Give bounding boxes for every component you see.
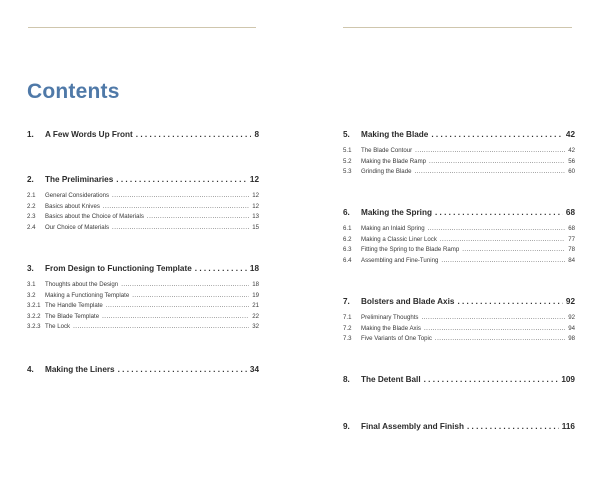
entry-page-number: 22 [252,312,259,320]
entry-page-number: 18 [252,281,259,288]
entry-title: Fitting the Spring to the Blade Ramp [361,246,460,253]
entry-number: 6.4 [343,256,352,264]
toc-section-entry[interactable] [27,302,259,313]
dot-leader [435,208,563,217]
entry-page-number: 68 [568,225,575,232]
entry-number: 6.2 [343,235,352,243]
entry-title: Grinding the Blade [361,168,412,175]
entry-page-number: 77 [568,235,575,243]
entry-title: A Few Words Up Front [45,130,133,139]
entry-page-number: 34 [249,365,259,374]
dot-leader [102,313,249,320]
entry-title: Making a Functioning Template [45,291,130,299]
page-title: Contents [27,80,120,103]
entry-number: 7.1 [343,314,352,321]
entry-number: 2.4 [27,223,36,231]
toc-section-entry[interactable] [343,236,575,247]
entry-number: 2.1 [27,192,36,199]
toc-section-entry[interactable] [27,292,259,303]
entry-page-number: 94 [568,324,575,332]
entry-number: 7.3 [343,335,352,342]
toc-section-entry[interactable] [343,168,575,179]
entry-title: The Lock [45,323,71,330]
toc-section-entry[interactable] [343,225,575,236]
entry-title: Making the Blade [361,130,429,139]
dot-leader [112,224,249,231]
toc-section-entry[interactable] [343,257,575,268]
entry-number: 1. [27,130,34,139]
entry-title: Basics about the Choice of Materials [45,213,144,220]
entry-title: The Handle Template [45,302,103,309]
toc-section-entry[interactable] [27,192,259,203]
entry-page-number: 32 [252,323,259,330]
dot-leader [112,192,249,199]
dot-leader [414,168,565,175]
dot-leader [415,147,565,154]
entry-title: General Considerations [45,192,110,199]
entry-title: The Blade Contour [361,147,413,154]
toc-chapter-entry[interactable] [27,175,259,187]
dot-leader [428,225,566,232]
dot-leader [73,323,249,330]
dot-leader [132,292,249,299]
entry-number: 5.1 [343,147,352,154]
entry-title: Making the Spring [361,208,432,217]
entry-number: 3.1 [27,281,36,288]
entry-title: Final Assembly and Finish [361,422,464,431]
entry-page-number: 19 [252,291,259,299]
dot-leader [440,236,565,243]
entry-page-number: 12 [249,175,259,184]
dot-leader [441,257,565,264]
entry-page-number: 15 [252,223,259,231]
toc-chapter-entry[interactable] [27,264,259,276]
entry-page-number: 92 [568,314,575,321]
entry-title: Making the Blade Axis [361,324,421,332]
toc-section-entry[interactable] [27,203,259,214]
entry-page-number: 12 [252,192,259,199]
entry-title: The Detent Ball [361,375,421,384]
toc-chapter-entry[interactable] [27,130,259,142]
toc-chapter-entry[interactable] [343,208,575,220]
toc-section-entry[interactable] [27,224,259,235]
toc-chapter [27,130,259,147]
entry-number: 7.2 [343,324,352,332]
toc-section-entry[interactable] [27,313,259,324]
entry-page-number: 18 [249,264,259,273]
toc-chapter-entry[interactable] [27,365,259,377]
entry-page-number: 13 [252,213,259,220]
entry-page-number: 84 [568,256,575,264]
entry-page-number: 8 [254,130,259,139]
entry-number: 2. [27,175,34,184]
toc-section-entry[interactable] [343,335,575,346]
toc-section-entry[interactable] [343,147,575,158]
dot-leader [457,297,562,306]
entry-page-number: 56 [568,157,575,165]
entry-title: From Design to Functioning Template [45,264,192,273]
entry-page-number: 60 [568,168,575,175]
entry-page-number: 42 [568,147,575,154]
dot-leader [424,375,559,384]
entry-page-number: 98 [568,335,575,342]
toc-chapter-entry[interactable] [343,297,575,309]
entry-title: Preliminary Thoughts [361,314,419,321]
toc-chapter-entry[interactable] [343,130,575,142]
dot-leader [121,281,249,288]
entry-title: Five Variants of One Topic [361,335,432,342]
entry-page-number: 21 [252,302,259,309]
dot-leader [429,158,565,165]
entry-page-number: 42 [565,130,575,139]
entry-number: 5.2 [343,157,352,165]
dot-leader [106,302,249,309]
entry-page-number: 12 [252,202,259,210]
entry-page-number: 68 [565,208,575,217]
entry-page-number: 116 [561,422,575,431]
entry-number: 3.2 [27,291,36,299]
dot-leader [195,264,247,273]
entry-number: 9. [343,422,350,431]
toc-section-entry[interactable] [343,314,575,325]
toc-section-entry[interactable] [27,281,259,292]
entry-title: Making an Inlaid Spring [361,225,425,232]
entry-number: 5. [343,130,350,139]
entry-number: 6. [343,208,350,217]
toc-chapter [343,130,575,179]
header-rule-right [343,27,572,28]
entry-number: 5.3 [343,168,352,175]
dot-leader [424,325,565,332]
entry-title: Making the Liners [45,365,115,374]
entry-title: The Blade Template [45,312,100,320]
toc-chapter [27,175,259,234]
entry-number: 2.3 [27,213,36,220]
dot-leader [103,203,249,210]
dot-leader [462,246,565,253]
entry-title: Thoughts about the Design [45,281,119,288]
dot-leader [467,422,559,431]
entry-number: 2.2 [27,202,36,210]
entry-number: 3. [27,264,34,273]
entry-title: Basics about Knives [45,202,100,210]
entry-number: 3.2.1 [27,302,41,309]
dot-leader [118,365,247,374]
entry-page-number: 109 [561,375,575,384]
toc-section-entry[interactable] [343,325,575,336]
toc-section-entry[interactable] [343,246,575,257]
dot-leader [147,213,249,220]
toc-chapter-entry[interactable] [343,375,575,387]
entry-number: 7. [343,297,350,306]
toc-chapter [343,297,575,346]
entry-title: Making the Blade Ramp [361,157,427,165]
dot-leader [431,130,563,139]
toc-chapter [343,208,575,267]
dot-leader [435,335,565,342]
toc-chapter [27,264,259,334]
toc-chapter [27,365,259,382]
entry-number: 4. [27,365,34,374]
entry-page-number: 78 [568,246,575,253]
toc-chapter [343,375,575,392]
dot-leader [421,314,565,321]
entry-title: Our Choice of Materials [45,223,110,231]
dot-leader [136,130,252,139]
toc-section-entry[interactable] [27,323,259,334]
entry-page-number: 92 [565,297,575,306]
header-rule-left [28,27,256,28]
entry-number: 6.1 [343,225,352,232]
dot-leader [116,175,247,184]
entry-number: 6.3 [343,246,352,253]
entry-title: Assembling and Fine-Tuning [361,256,439,264]
entry-title: Making a Classic Liner Lock [361,235,437,243]
entry-title: The Preliminaries [45,175,114,184]
entry-number: 3.2.3 [27,323,41,330]
toc-section-entry[interactable] [27,213,259,224]
entry-number: 8. [343,375,350,384]
entry-title: Bolsters and Blade Axis [361,297,455,306]
toc-section-entry[interactable] [343,158,575,169]
toc-chapter-entry[interactable] [343,422,575,434]
entry-number: 3.2.2 [27,312,41,320]
toc-chapter [343,422,575,439]
